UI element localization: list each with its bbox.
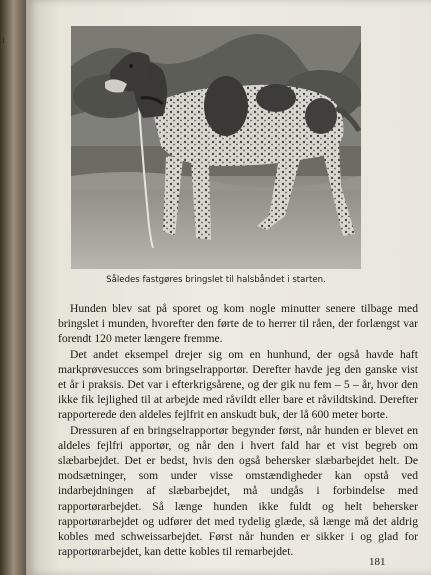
figure-caption: Således fastgøres bringslet til halsbåndet i starten. [106,275,326,285]
book-page [26,0,431,575]
page-number: 181 [369,556,386,568]
paragraph-2: Det andet eksempel drejer sig om en hunhund, der også havde haft markprøvesucces som bringselrapportør. Derefter havde jeg den ganske vist et år i praksis. Det var i efterkrigsårene, og der gik nu fem – 5 – år, hvor den ikke fik lejlighed til at arbejde med råvildt eller bare et råvildtskind. Derefter rapporterede den aldeles fejlfrit en anskudt buk, der lå 600 meter borte. [58,347,418,422]
dog-illustration [71,26,361,269]
binding-text: I [2,37,5,45]
paragraph-3: Dressuren af en bringselrapportør begynder først, når hunden er blevet en aldeles fejlfri apportør, og når den i hvert fald har et vist begreb om slæbarbejdet. Det er bedst, hvis den også behersker slæbarbejdet helt. De modsætninger, som under visse omstændigheder kan opstå ved indarbejdningen af slæbarbejdet, må undgås i forbindelse med rapportørarbejdet. Så længe hunden ikke fuldt og helt behersker rapportørarbejdet og udfører det med tydelig glæde, så længe må det aldrig kobles med schweissarbejdet. Først når hunden er sikker i og glad for rapportørarbejdet, kan dette kobles til remarbejdet. [58,423,418,559]
body-text [58,301,418,559]
paragraph-1: Hunden blev sat på sporet og kom nogle minutter senere tilbage med bringslet i munden, hvorefter den førte de to herrer til råen, der forlængst var forendt 120 meter længere fremme. [58,302,418,346]
dog-photograph [71,26,361,269]
